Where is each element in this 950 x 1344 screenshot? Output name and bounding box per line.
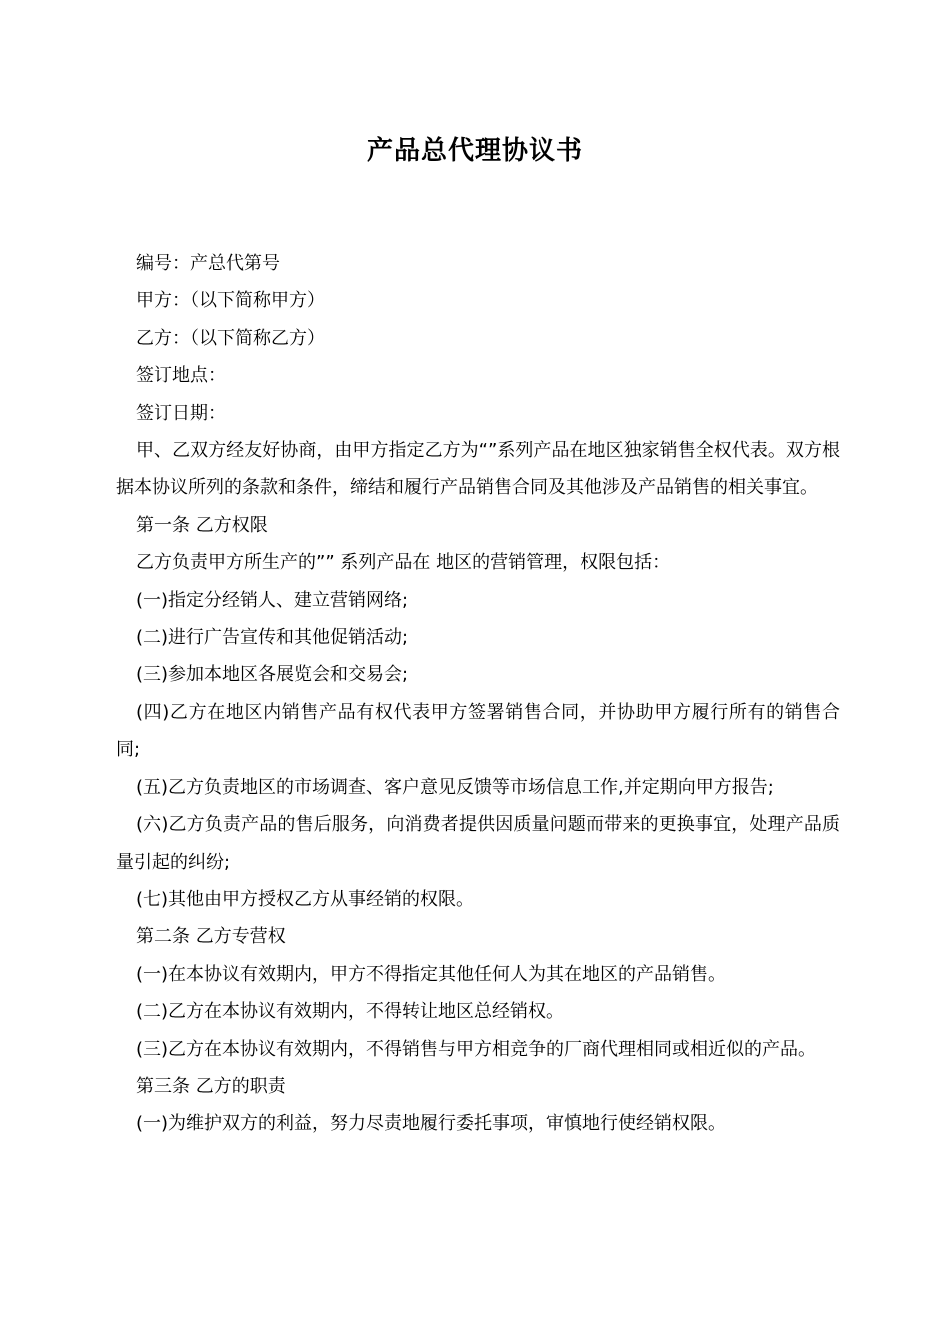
contract-number: 编号：产总代第号 xyxy=(136,253,280,274)
article-1-item-7: (七)其他由甲方授权乙方从事经销的权限。 xyxy=(136,888,475,910)
article-1-item-4: (四)乙方在地区内销售产品有权代表甲方签署销售合同，并协助甲方履行所有的销售合同; xyxy=(116,701,840,761)
article-1-item-3: (三)参加本地区各展览会和交易会; xyxy=(136,664,409,686)
article-3-item-1: (一)为维护双方的利益，努力尽责地履行委托事项，审慎地行使经销权限。 xyxy=(136,1113,727,1135)
document-body xyxy=(116,245,840,1143)
article-2-heading: 第二条 乙方专营权 xyxy=(136,926,286,948)
signing-date: 签订日期： xyxy=(136,402,226,424)
article-1-item-1: (一)指定分经销人、建立营销网络; xyxy=(136,589,409,611)
preamble-paragraph: 甲、乙双方经友好协商，由甲方指定乙方为“”系列产品在地区独家销售全权代表。双方根据本协议所列的条款和条件，缔结和履行产品销售合同及其他涉及产品销售的相关事宜。 xyxy=(116,440,840,499)
party-b: 乙方：（以下简称乙方） xyxy=(136,327,325,349)
article-1-heading: 第一条 乙方权限 xyxy=(136,514,268,536)
party-a: 甲方：（以下简称甲方） xyxy=(136,290,325,312)
article-1-item-2: (二)进行广告宣传和其他促销活动; xyxy=(136,627,409,649)
article-2-item-2: (二)乙方在本协议有效期内，不得转让地区总经销权。 xyxy=(136,1001,565,1023)
document-title: 产品总代理协议书 xyxy=(366,136,583,166)
article-2-item-3: (三)乙方在本协议有效期内，不得销售与甲方相竞争的厂商代理相同或相近似的产品。 xyxy=(136,1038,817,1060)
signing-place: 签订地点： xyxy=(136,365,226,387)
article-2-item-1: (一)在本协议有效期内，甲方不得指定其他任何人为其在地区的产品销售。 xyxy=(136,963,727,985)
article-1-item-5: (五)乙方负责地区的市场调查、客户意见反馈等市场信息工作,并定期向甲方报告; xyxy=(136,776,774,798)
article-1-item-6: (六)乙方负责产品的售后服务，向消费者提供因质量问题而带来的更换事宜，处理产品质量引起的纠纷; xyxy=(116,814,840,873)
article-3-heading: 第三条 乙方的职责 xyxy=(136,1075,286,1097)
article-1-intro: 乙方负责甲方所生产的”” 系列产品在 地区的营销管理，权限包括： xyxy=(136,552,671,574)
